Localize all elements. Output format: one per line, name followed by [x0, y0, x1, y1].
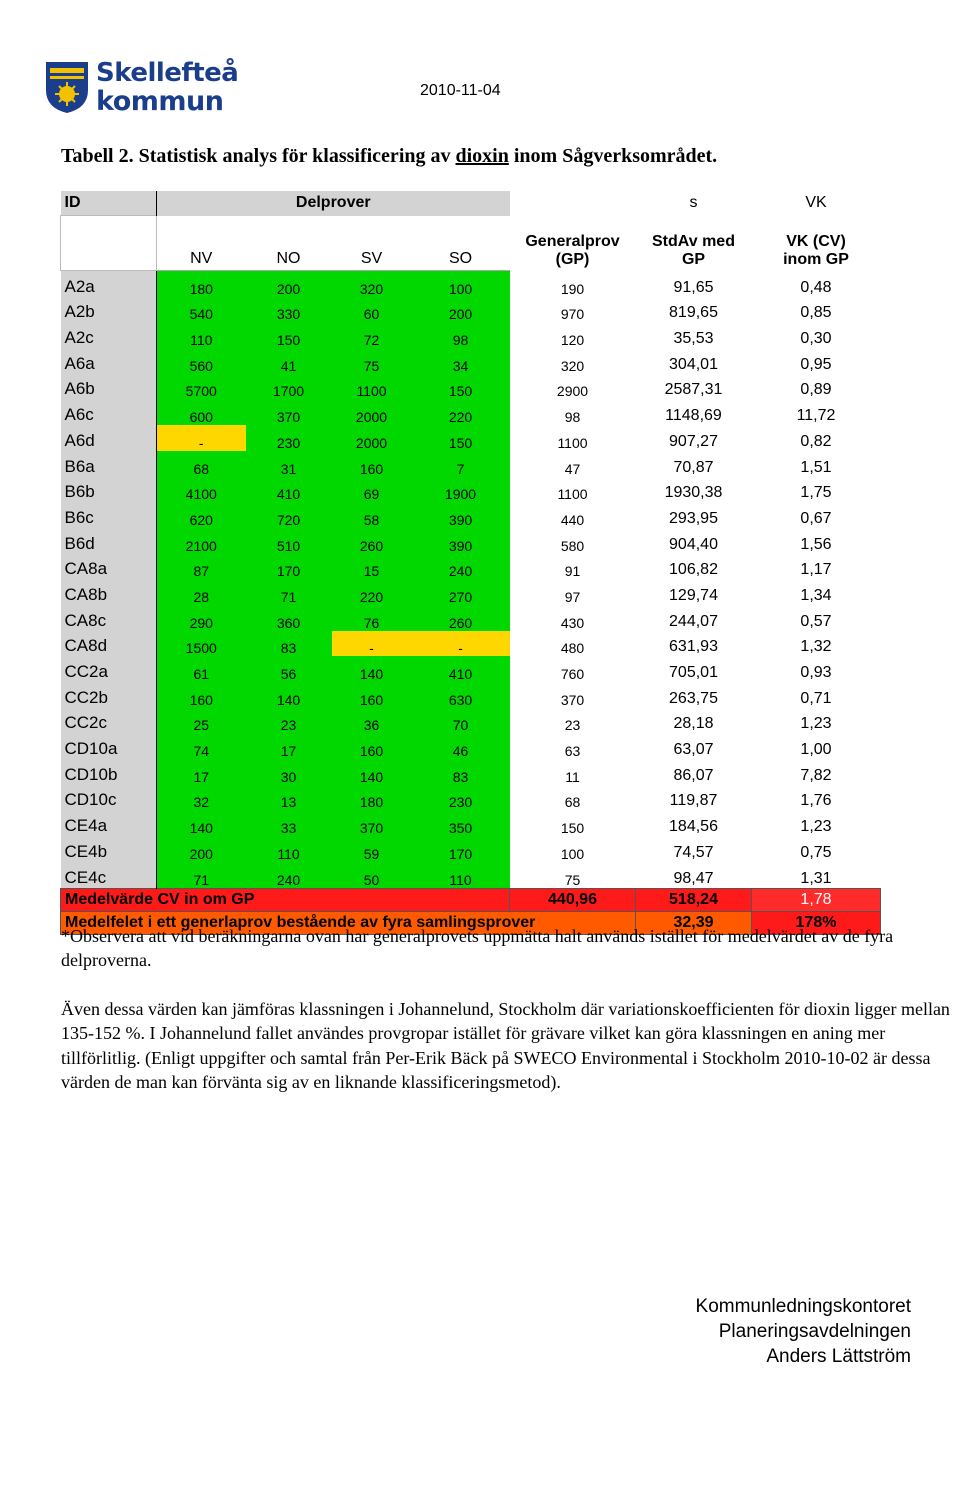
sample-id: CE4c — [61, 862, 157, 888]
cell-vk: 0,30 — [800, 330, 832, 348]
table-row — [61, 425, 881, 451]
cell-nv: 540 — [157, 297, 246, 323]
cell-stdav: 35,53 — [673, 330, 714, 348]
cell-nv: 290 — [157, 605, 246, 631]
cell-sv: 36 — [332, 708, 412, 734]
cell-nv: 140 — [157, 810, 246, 836]
cell-stdav: 244,07 — [669, 612, 718, 630]
header-blank — [510, 191, 636, 216]
cell-stdav: 907,27 — [669, 432, 718, 450]
cell-stdav: 304,01 — [669, 355, 718, 373]
cell-no: 510 — [246, 528, 332, 554]
sample-id: CA8b — [61, 579, 157, 605]
cell-so: 200 — [412, 297, 510, 323]
cell-no: 17 — [246, 733, 332, 759]
table-row — [61, 477, 881, 503]
cell-gp: 1100 — [557, 486, 588, 503]
logo-line-1: Skellefteå — [96, 58, 239, 88]
cell-vk: 1,34 — [800, 586, 832, 604]
cell-vk: 1,75 — [800, 484, 832, 502]
caption-underlined-word: dioxin — [455, 145, 509, 167]
cell-so: 150 — [412, 374, 510, 400]
sample-id: CC2a — [61, 656, 157, 682]
cell-so: 34 — [412, 348, 510, 374]
cell-sv: 2000 — [332, 399, 412, 425]
body-paragraph: Även dessa värden kan jämföras klassningen i Johannelund, Stockholm där variationskoefficienten för dioxin ligger mellan 135-152 %. I Johannelund fallet användes provgropar istället för grävare vilket kan göra klassningen en aning mer tillförlitlig. (Enligt uppgifter och samtal från Per-Erik Bäck på SWECO Environmental i Stockholm 2010-10-02 är dessa värden de man kan förvänta sig av en liknande klassificeringsmetod). — [61, 999, 950, 1093]
table-caption — [61, 145, 717, 168]
cell-stdav: 631,93 — [669, 638, 718, 656]
header-vk: VK — [752, 191, 881, 216]
cell-so: 240 — [412, 554, 510, 580]
table-row — [61, 862, 881, 888]
cell-no: 1700 — [246, 374, 332, 400]
cell-vk: 0,82 — [800, 432, 832, 450]
cell-so: 390 — [412, 528, 510, 554]
cell-sv: 76 — [332, 605, 412, 631]
cell-gp: 97 — [564, 588, 581, 605]
sample-id: CD10b — [61, 759, 157, 785]
cell-vk: 0,67 — [800, 509, 832, 527]
cell-vk: 1,31 — [800, 869, 832, 887]
sample-id: CA8c — [61, 605, 157, 631]
cell-gp: 1100 — [557, 434, 588, 451]
cell-vk: 7,82 — [800, 766, 832, 784]
cell-vk: 1,76 — [800, 792, 832, 810]
cell-vk: 0,48 — [800, 278, 832, 296]
table-row — [61, 656, 881, 682]
table-row — [61, 502, 881, 528]
cell-stdav: 184,56 — [669, 818, 718, 836]
cell-stdav: 293,95 — [669, 509, 718, 527]
cell-so: 350 — [412, 810, 510, 836]
summary-error-sd: 32,39 — [636, 911, 752, 934]
municipality-logo — [44, 58, 244, 118]
cell-gp: 75 — [564, 871, 581, 888]
cell-so: 230 — [412, 785, 510, 811]
cell-vk: 0,75 — [800, 843, 832, 861]
summary-mean-sd: 518,24 — [636, 888, 752, 911]
cell-nv: 5700 — [157, 374, 246, 400]
sample-id: A6c — [61, 399, 157, 425]
sample-id: CA8d — [61, 631, 157, 657]
header-no: NO — [246, 216, 332, 271]
sample-id: A6b — [61, 374, 157, 400]
table-row — [61, 348, 881, 374]
cell-so: 7 — [412, 451, 510, 477]
cell-stdav: 70,87 — [673, 458, 714, 476]
cell-gp: 47 — [564, 460, 581, 477]
table-row — [61, 271, 881, 297]
header-delprover: Delprover — [157, 191, 510, 216]
cell-gp: 320 — [560, 357, 585, 374]
cell-no: 720 — [246, 502, 332, 528]
footnote: *Observera att vid beräkningarna ovan har generalprovets uppmätta halt används istället för medelvärdet av de fyra delproverna. — [61, 926, 894, 971]
sample-id: B6a — [61, 451, 157, 477]
cell-sv: 220 — [332, 579, 412, 605]
signature-name: Anders Lättström — [766, 1346, 911, 1367]
table-row — [61, 759, 881, 785]
cell-no: 360 — [246, 605, 332, 631]
cell-gp: 580 — [560, 537, 585, 554]
cell-stdav: 98,47 — [673, 869, 714, 887]
cell-so: 630 — [412, 682, 510, 708]
cell-stdav: 86,07 — [673, 766, 714, 784]
document-date: 2010-11-04 — [420, 82, 501, 99]
cell-gp: 120 — [560, 332, 585, 349]
sample-id: CE4a — [61, 810, 157, 836]
cell-vk: 1,17 — [800, 561, 832, 579]
cell-gp: 2900 — [556, 383, 589, 400]
sample-id: A2a — [61, 271, 157, 297]
cell-so: 390 — [412, 502, 510, 528]
cell-nv: 160 — [157, 682, 246, 708]
sample-id: CE4b — [61, 836, 157, 862]
signature-block — [696, 1294, 911, 1369]
cell-so: 98 — [412, 322, 510, 348]
cell-sv: 50 — [332, 862, 412, 888]
cell-nv: 560 — [157, 348, 246, 374]
cell-no: 110 — [246, 836, 332, 862]
cell-nv: 600 — [157, 399, 246, 425]
cell-vk: 0,93 — [800, 664, 832, 681]
cell-gp: 68 — [564, 794, 581, 811]
cell-stdav: 63,07 — [673, 741, 714, 759]
cell-stdav: 705,01 — [669, 664, 718, 681]
cell-vk: 1,23 — [800, 818, 832, 836]
cell-no: 23 — [246, 708, 332, 734]
cell-gp: 970 — [560, 306, 585, 323]
cell-gp: 440 — [560, 511, 585, 528]
cell-no: 410 — [246, 477, 332, 503]
table-row — [61, 785, 881, 811]
cell-no: 240 — [246, 862, 332, 888]
cell-vk: 0,89 — [800, 381, 832, 399]
cell-so: 260 — [412, 605, 510, 631]
cell-gp: 100 — [560, 845, 585, 862]
sample-id: A6a — [61, 348, 157, 374]
table-row — [61, 554, 881, 580]
cell-so: 270 — [412, 579, 510, 605]
cell-vk: 1,00 — [800, 741, 832, 759]
cell-stdav: 904,40 — [669, 535, 718, 553]
cell-vk: 0,57 — [800, 612, 832, 630]
cell-sv: 58 — [332, 502, 412, 528]
cell-gp: 11 — [565, 768, 580, 785]
coat-of-arms-icon — [44, 60, 90, 114]
cell-gp: 63 — [564, 743, 581, 760]
table-header-row-1 — [61, 191, 881, 216]
cell-no: 41 — [246, 348, 332, 374]
cell-sv: 72 — [332, 322, 412, 348]
cell-nv: 68 — [157, 451, 246, 477]
table-row — [61, 374, 881, 400]
cell-gp: 150 — [560, 820, 585, 837]
table-header-row-2 — [61, 216, 881, 271]
cell-no: 56 — [246, 656, 332, 682]
sample-id: CD10a — [61, 733, 157, 759]
table-row — [61, 708, 881, 734]
cell-gp: 190 — [560, 280, 585, 297]
cell-stdav: 263,75 — [669, 689, 718, 707]
cell-so: 170 — [412, 836, 510, 862]
cell-no: 83 — [246, 631, 332, 657]
table-row — [61, 810, 881, 836]
cell-gp: 760 — [560, 666, 585, 682]
cell-so: 220 — [412, 399, 510, 425]
cell-sv: 370 — [332, 810, 412, 836]
cell-gp: 430 — [560, 614, 585, 631]
cell-no: 230 — [246, 425, 332, 451]
signature-department: Kommunledningskontoret — [695, 1296, 911, 1317]
sample-id: CA8a — [61, 554, 157, 580]
cell-nv: 1500 — [157, 631, 246, 657]
summary-mean-label: Medelvärde CV in om GP — [61, 888, 510, 911]
header-vk-cv: VK (CV) inom GP — [783, 232, 849, 268]
cell-stdav: 819,65 — [669, 304, 718, 322]
cell-stdav: 119,87 — [669, 792, 718, 810]
cell-gp: 23 — [564, 717, 581, 734]
cell-so: 1900 — [412, 477, 510, 503]
cell-vk: 1,32 — [800, 638, 832, 656]
cell-nv: 87 — [157, 554, 246, 580]
sample-id: CC2c — [61, 708, 157, 734]
cell-nv: 61 — [157, 656, 246, 682]
cell-stdav: 28,18 — [673, 715, 714, 733]
summary-error-label: Medelfelet i ett generlaprov bestående av fyra samlingsprover — [61, 911, 636, 934]
cell-sv: 320 — [332, 271, 412, 297]
cell-sv: 260 — [332, 528, 412, 554]
cell-vk: 11,72 — [796, 407, 836, 425]
cell-stdav: 106,82 — [669, 561, 718, 579]
cell-stdav: 74,57 — [673, 843, 714, 861]
cell-nv: 110 — [157, 322, 246, 348]
cell-so: 150 — [412, 425, 510, 451]
cell-no: 170 — [246, 554, 332, 580]
header-s: s — [636, 191, 752, 216]
cell-nv: 71 — [157, 862, 246, 888]
cell-gp: 370 — [560, 691, 585, 708]
header-stdav: StdAv med GP — [652, 232, 735, 268]
header-id: ID — [61, 191, 157, 216]
cell-no: 33 — [246, 810, 332, 836]
cell-nv: 180 — [157, 271, 246, 297]
sample-id: B6b — [61, 477, 157, 503]
cell-stdav: 2587,31 — [664, 381, 723, 399]
cell-stdav: 91,65 — [673, 278, 714, 296]
header-nv: NV — [157, 216, 246, 271]
cell-no: 150 — [246, 322, 332, 348]
cell-stdav: 1148,69 — [665, 407, 722, 425]
summary-mean-gp: 440,96 — [510, 888, 636, 911]
table-row — [61, 631, 881, 657]
caption-prefix: Tabell 2. Statistisk analys för klassificering av — [61, 145, 456, 167]
cell-no: 330 — [246, 297, 332, 323]
cell-nv: 4100 — [157, 477, 246, 503]
cell-vk: 0,85 — [800, 304, 832, 322]
header-generalprov: Generalprov (GP) — [525, 232, 620, 268]
table-row — [61, 322, 881, 348]
cell-sv: 140 — [332, 759, 412, 785]
cell-sv: 140 — [332, 656, 412, 682]
cell-sv: 2000 — [332, 425, 412, 451]
cell-vk: 1,51 — [800, 458, 832, 476]
logo-line-2: kommun — [96, 86, 224, 117]
cell-sv: 160 — [332, 733, 412, 759]
cell-sv: 69 — [332, 477, 412, 503]
cell-sv: - — [332, 631, 412, 657]
cell-nv: 17 — [157, 759, 246, 785]
cell-vk: 0,71 — [800, 689, 832, 707]
cell-gp: 480 — [560, 640, 585, 657]
summary-error-vk: 178% — [752, 911, 881, 934]
cell-no: 140 — [246, 682, 332, 708]
table-row — [61, 399, 881, 425]
cell-so: 100 — [412, 271, 510, 297]
cell-sv: 59 — [332, 836, 412, 862]
table-row — [61, 605, 881, 631]
cell-stdav: 1930,38 — [664, 484, 723, 502]
cell-so: 110 — [412, 862, 510, 888]
cell-gp: 98 — [564, 409, 581, 426]
cell-no: 200 — [246, 271, 332, 297]
header-sv: SV — [332, 216, 412, 271]
sample-id: A2c — [61, 322, 157, 348]
cell-so: - — [412, 631, 510, 657]
cell-sv: 15 — [332, 554, 412, 580]
sample-id: B6c — [61, 502, 157, 528]
table-row — [61, 297, 881, 323]
sample-id: A6d — [61, 425, 157, 451]
summary-mean-vk: 1,78 — [752, 888, 881, 911]
cell-so: 83 — [412, 759, 510, 785]
signature-unit: Planeringsavdelningen — [718, 1321, 911, 1342]
cell-nv: 200 — [157, 836, 246, 862]
cell-nv: - — [157, 425, 246, 451]
table-row — [61, 836, 881, 862]
cell-nv: 2100 — [157, 528, 246, 554]
dioxin-statistics-table — [60, 191, 881, 935]
cell-nv: 620 — [157, 502, 246, 528]
cell-vk: 1,56 — [800, 535, 832, 553]
cell-no: 13 — [246, 785, 332, 811]
cell-no: 71 — [246, 579, 332, 605]
cell-no: 30 — [246, 759, 332, 785]
cell-sv: 60 — [332, 297, 412, 323]
caption-suffix: inom Sågverksområdet. — [508, 145, 718, 167]
cell-nv: 28 — [157, 579, 246, 605]
cell-nv: 32 — [157, 785, 246, 811]
cell-nv: 25 — [157, 708, 246, 734]
cell-vk: 1,23 — [800, 715, 832, 733]
table-row — [61, 733, 881, 759]
cell-so: 46 — [412, 733, 510, 759]
sample-id: CC2b — [61, 682, 157, 708]
cell-stdav: 129,74 — [669, 586, 718, 604]
cell-sv: 160 — [332, 451, 412, 477]
header-so: SO — [412, 216, 510, 271]
cell-vk: 0,95 — [800, 355, 832, 373]
cell-sv: 75 — [332, 348, 412, 374]
summary-row-mean — [61, 888, 881, 911]
cell-nv: 74 — [157, 733, 246, 759]
sample-id: B6d — [61, 528, 157, 554]
cell-sv: 1100 — [332, 374, 412, 400]
sample-id: A2b — [61, 297, 157, 323]
header-id-blank — [61, 216, 157, 271]
table-row — [61, 528, 881, 554]
sample-id: CD10c — [61, 785, 157, 811]
cell-so: 70 — [412, 708, 510, 734]
cell-no: 31 — [246, 451, 332, 477]
table-row — [61, 579, 881, 605]
table-row — [61, 682, 881, 708]
cell-sv: 160 — [332, 682, 412, 708]
cell-sv: 180 — [332, 785, 412, 811]
cell-so: 410 — [412, 656, 510, 682]
table-row — [61, 451, 881, 477]
cell-no: 370 — [246, 399, 332, 425]
cell-gp: 91 — [564, 563, 581, 580]
